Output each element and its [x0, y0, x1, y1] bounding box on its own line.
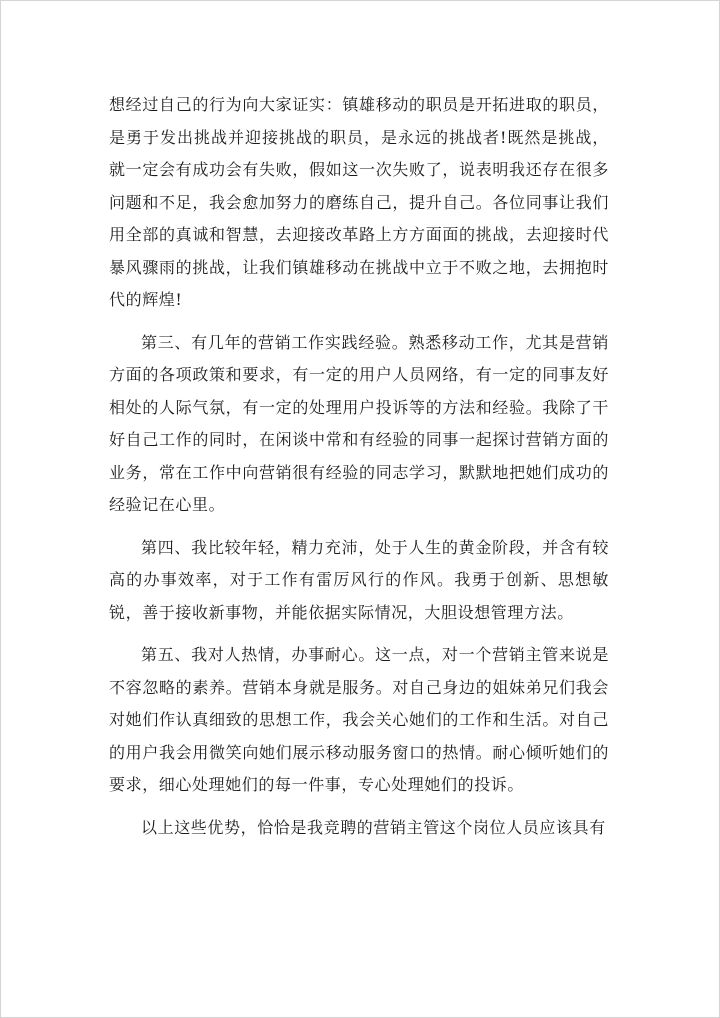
paragraph-4: 第五、我对人热情，办事耐心。这一点，对一个营销主管来说是不容忽略的素养。营销本身就是服务。对自己身边的姐妹弟兄们我会对她们作认真细致的思想工作，我会关心她们的工作和生活。对自己的用户我会用微笑向她们展示移动服务窗口的热情。耐心倾听她们的要求，细心处理她们的每一件事，专心处理她们的投诉。 [109, 645, 609, 794]
paragraph-3: 第四、我比较年轻，精力充沛，处于人生的黄金阶段，并含有较高的办事效率，对于工作有雷厉风行的作风。我勇于创新、思想敏锐，善于接收新事物，并能依据实际情况，大胆设想管理方法。 [109, 537, 609, 622]
document-body [109, 89, 609, 854]
paragraph-2: 第三、有几年的营销工作实践经验。熟悉移动工作，尤其是营销方面的各项政策和要求，有一定的用户人员网络，有一定的同事友好相处的人际气氛，有一定的处理用户投诉等的方法和经验。我除了干好自己工作的同时，在闲谈中常和有经验的同事一起探讨营销方面的业务，常在工作中向营销很有经验的同志学习，默默地把她们成功的经验记在心里。 [109, 332, 609, 514]
paragraph-1: 想经过自己的行为向大家证实：镇雄移动的职员是开拓进取的职员，是勇于发出挑战并迎接挑战的职员，是永远的挑战者!既然是挑战，就一定会有成功会有失败，假如这一次失败了，说表明我还存在很多问题和不足，我会愈加努力的磨练自己，提升自己。各位同事让我们用全部的真诚和智慧，去迎接改革路上方方面面的挑战，去迎接时代暴风骤雨的挑战，让我们镇雄移动在挑战中立于不败之地，去拥抱时代的辉煌! [109, 95, 609, 309]
paragraph-5: 以上这些优势，恰恰是我竞聘的营销主管这个岗位人员应该具有 [141, 817, 606, 837]
